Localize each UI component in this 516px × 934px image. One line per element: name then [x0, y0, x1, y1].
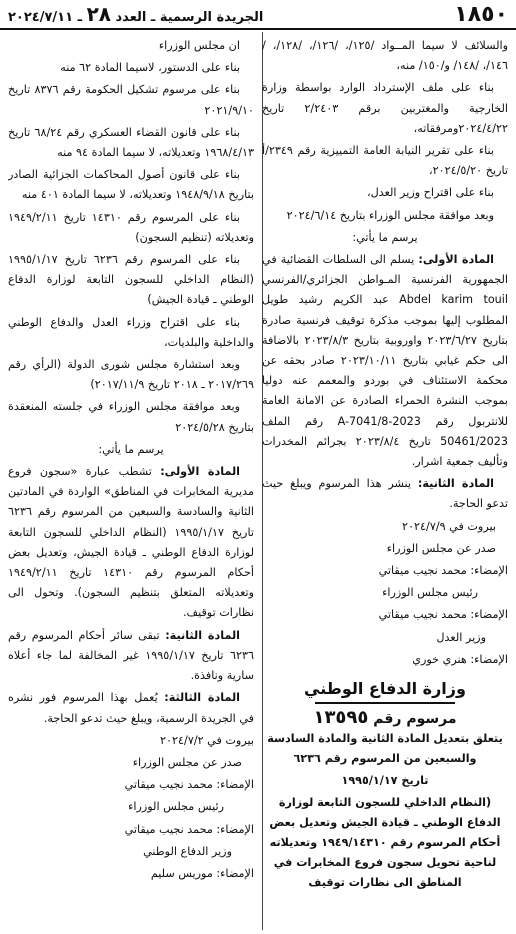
article-label: المادة الأولى: — [418, 253, 495, 267]
signature-line: صدر عن مجلس الوزراء — [386, 541, 496, 555]
recital: وبعد موافقة مجلس الوزراء في جلسته المنعقدة بتاريخ ٢٠٢٤/٥/٢٨ — [8, 400, 254, 434]
signature-line: الإمضاء: محمد نجيب ميقاتي — [124, 822, 254, 836]
article-label: المادة الأولى: — [160, 465, 241, 479]
recital: بناء على ملف الإسترداد الوارد بواسطة وزارة الخارجية والمغتربين برقم ٢/٢٤٠٣ تاريخ ٢٠٢٤/٤/٢٢ومرفقاته، — [262, 81, 508, 135]
decrees-label: يرسم ما يأتي: — [352, 230, 418, 244]
issue-date: ـ ٢٠٢٤/٧/١١ — [8, 10, 83, 25]
page-header — [0, 0, 516, 30]
recital: بناء على اقتراح وزراء العدل والدفاع الوطني والداخلية والبلديات، — [8, 315, 254, 349]
recital: بناء على المرسوم رقم ٦٢٣٦ تاريخ ١٩٩٥/١/١٧ (النظام الداخلي للسجون التابعة لوزارة الدفاع الوطني ـ قيادة الجيش) — [8, 253, 254, 307]
recital: بناء على الدستور، لاسيما المادة ٦٢ منه — [60, 61, 240, 75]
page-number: ١٨٥٠ — [454, 1, 508, 27]
decree-subject: يتعلق بتعديل المادة الثانية والمادة السادسة والسبعين من المرسوم رقم ٦٢٣٦ — [267, 732, 503, 766]
ministry-heading: وزارة الدفاع الوطني — [304, 679, 466, 699]
article-2 — [262, 474, 508, 514]
recital: بناء على تقرير النيابة العامة التمييزية رقم ٢٣٤٩/أ تاريخ ٢٠٢٤/٥/٢٠، — [262, 144, 508, 178]
article-text: يسلم الى السلطات القضائية في الجمهورية الفرنسية المـواطن الجزائري/الفرنسي Abdel karim touil عبد الكريم رشيد طويل المطلوب إليها بموجب مذكرة توقيف فرنسية صادرة بتاريخ ٢٠٢٣/٦/٢٧ واوروبية بتاريخ ٢٠٢٣/٨/٣ بالاضافة الى حكم غيابي بتاريخ ٢٠٢٣/١٠/١١ صادر بحقه عن محكمة الاستئناف في بوردو والمعمم عنه دوليا بموجب النشرة الحمراء الصادرة عن الامانة العامة للانتربول رقم A-7041/8-2023 رقم الملف 50461/2023 تاريخ ٢٠٢٣/٨/٤ بجرائم المخدرات وتأليف جمعية اشرار. — [262, 253, 508, 469]
signature-line: الإمضاء: محمد نجيب ميقاتي — [378, 608, 508, 622]
issue-number: ٢٨ — [86, 2, 111, 26]
gazette-title — [8, 2, 263, 26]
right-column — [262, 36, 508, 930]
article-3 — [8, 688, 254, 728]
article-text: يُعمل بهذا المرسوم فور نشره في الجريدة الرسمية، ويبلغ حيث تدعو الحاجة. — [8, 691, 254, 725]
recital: وبعد استشارة مجلس شورى الدولة (الرأي رقم ٢٠١٧/٢٦٩ ـ ٢٠١٨ تاريخ ٢٠١٧/١١/٩) — [8, 358, 254, 392]
decree-number: ١٣٥٩٥ — [313, 707, 369, 729]
decree-prefix: مرسوم رقم — [373, 711, 457, 728]
signature-line: صدر عن مجلس الوزراء — [132, 755, 242, 769]
decree-title — [262, 708, 508, 729]
left-column — [8, 36, 254, 930]
recital: ان مجلس الوزراء — [158, 39, 240, 52]
signature-line: رئيس مجلس الوزراء — [382, 586, 478, 600]
signature-line: وزير العدل — [436, 630, 486, 644]
signature-line: الإمضاء: هنري خوري — [412, 652, 508, 666]
signature-line: الإمضاء: محمد نجيب ميقاتي — [378, 564, 508, 578]
decree-subject: (النظام الداخلي للسجون التابعة لوزارة الدفاع الوطني ـ قيادة الجيش وتعديل بعض أحكام المرسوم رقم ١٩٤٩/١٤٣١٠ وتعديلاته لناحية تحويل سجون فروع المخابرات في المناطق الى نظارات توقيف — [269, 796, 501, 890]
article-text: تبقى سائر أحكام المرسوم رقم ٦٢٣٦ تاريخ ١٩٩٥/١/١٧ غير المخالفة لما جاء أعلاه سارية ونافذة. — [8, 628, 254, 683]
recital: بناء على المرسوم رقم ١٤٣١٠ تاريخ ١٩٤٩/٢/١١ وتعديلاته (تنظيم السجون) — [8, 210, 254, 244]
recital: بناء على مرسوم تشكيل الحكومة رقم ٨٣٧٦ تاريخ ٢٠٢١/٩/١٠ — [8, 83, 254, 117]
signature-line: رئيس مجلس الوزراء — [128, 800, 224, 814]
gazette-title-prefix: الجريدة الرسمية ـ العدد — [115, 10, 264, 25]
recital: بناء على قانون أصول المحاكمات الجزائية الصادر بتاريخ ١٩٤٨/٩/١٨ وتعديلاته، لا سيما المادة ٤٠١ منه — [8, 168, 254, 202]
signature-line: الإمضاء: موريس سليم — [150, 866, 254, 880]
ministry-underline — [315, 702, 455, 704]
article-text: تشطب عبارة «سجون فروع مديرية المخابرات في المناطق» الواردة في المادتين الثانية والسادسة والسبعين من المرسوم رقم ٦٢٣٦ تاريخ ١٩٩٥/١/١٧ (النظام الداخلي للسجون التابعة لوزارة الدفاع الوطني ـ قيادة الجيش، وتعديل بعض أحكام المرسوم رقم ١٤٣١٠ تاريخ ١٩٤٩/٢/١١ وتعديلاته المتعلق بتنظيم السجون). وتحول الى نظارات توقيف. — [8, 465, 254, 620]
article-1 — [262, 250, 508, 472]
recital: وبعد موافقة مجلس الوزراء بتاريخ ٢٠٢٤/٦/١٤ — [286, 208, 494, 222]
article-label: المادة الثالثة: — [164, 691, 240, 705]
decree-subject: تاريخ ١٩٩٥/١/١٧ — [341, 774, 429, 788]
recital: بناء على قانون القضاء العسكري رقم ٦٨/٢٤ تاريخ ١٩٦٨/٤/١٣ وتعديلاته، لا سيما المادة ٩٤ منه — [8, 125, 254, 160]
recital: بناء على اقتراح وزير العدل، — [366, 186, 494, 200]
article-label: المادة الثانية: — [417, 477, 494, 491]
article-text: ينشر هذا المرسوم ويبلغ حيث تدعو الحاجة. — [262, 477, 508, 511]
decrees-label: يرسم ما يأتي: — [98, 442, 164, 456]
article-1 — [8, 462, 254, 624]
article-label: المادة الثانية: — [165, 628, 240, 642]
place-date: بيروت في ٢٠٢٤/٧/٩ — [402, 519, 496, 533]
signature-line: وزير الدفاع الوطني — [143, 844, 232, 858]
article-2 — [8, 626, 254, 687]
place-date: بيروت في ٢٠٢٤/٧/٢ — [160, 733, 254, 747]
recital: والسلائف لا سيما المــواد /١٢٥/، /١٢٦/، /١٢٨/، /١٤٦/، /١٤٨/ و/١٥٠/ منه، — [262, 39, 508, 73]
signature-line: الإمضاء: محمد نجيب ميقاتي — [124, 778, 254, 792]
